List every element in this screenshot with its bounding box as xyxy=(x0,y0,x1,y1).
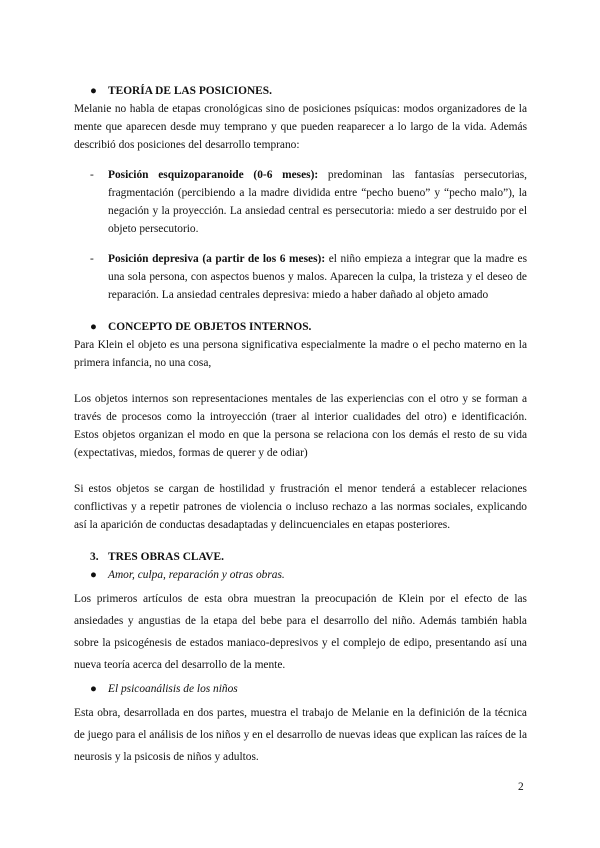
list-item-esquizoparanoide xyxy=(74,166,527,238)
document-page xyxy=(74,82,527,768)
book-title-text: El psicoanálisis de los niños xyxy=(108,683,238,695)
item-title: Posición depresiva (a partir de los 6 meses): xyxy=(108,253,326,265)
item-body: el niño empieza a integrar que la madre es una sola persona, con aspectos buenos y malos. Aparecen la culpa, la tristeza y el deseo de reparación. La ansiedad centrales depresiva: miedo a haber dañado al objeto amado xyxy=(108,253,527,301)
dash-marker: - xyxy=(90,169,94,181)
list-item-depresiva xyxy=(74,250,527,304)
objetos-paragraph-3: Si estos objetos se cargan de hostilidad y frustración el menor tenderá a establecer relaciones conflictivas y a repetir patrones de violencia o incluso rechazo a las normas sociales, explicando así la aparición de conductas desadaptadas y delincuenciales en etapas posteriores. xyxy=(74,483,527,531)
section-heading-objetos xyxy=(74,318,527,336)
item-body: predominan las fantasías persecutorias, fragmentación (percibiendo a la madre dividida entre “pecho bueno” y “pecho malo”), la negación y la proyección. La ansiedad central es persecutoria: miedo a ser destruido por el objeto persecutorio. xyxy=(108,169,527,235)
posiciones-intro: Melanie no habla de etapas cronológicas sino de posiciones psíquicas: modos organizadores de la mente que aparecen desde muy temprano y que pueden reaparecer a lo largo de la vida. Además describió dos posiciones del desarrollo temprano: xyxy=(74,103,527,151)
objetos-paragraph-2: Los objetos internos son representaciones mentales de las experiencias con el otro y se forman a través de procesos como la introyección (traer al interior cualidades del otro) e identificación. Estos objetos organizan el modo en que la persona se relaciona con los demás el resto de su vida (expectativas, miedos, formas de querer y de odiar) xyxy=(74,393,527,459)
dash-marker: - xyxy=(90,253,94,265)
page-number: 2 xyxy=(518,781,524,793)
book-title-psicoanalisis-ninos xyxy=(74,680,527,698)
book-title-amor-culpa xyxy=(74,566,527,584)
section-heading-posiciones xyxy=(74,82,527,100)
heading-text: TRES OBRAS CLAVE. xyxy=(108,551,224,563)
book-description-amor-culpa: Los primeros artículos de esta obra muestran la preocupación de Klein por el efecto de las ansiedades y angustias de la etapa del bebe para el desarrollo del niño. Además también habla sobre la psicogénesis de estados maniaco-depresivos y el complejo de edipo, presentando así una nueva teoría acerca del desarrollo de la mente. xyxy=(74,593,527,671)
bullet-icon: ● xyxy=(90,569,97,581)
book-description-psicoanalisis-ninos: Esta obra, desarrollada en dos partes, muestra el trabajo de Melanie en la definición de la técnica de juego para el análisis de los niños y en el desarrollo de nuevas ideas que explican las raíces de la neurosis y la psicosis de niños y adultos. xyxy=(74,707,527,763)
section-heading-obras xyxy=(74,548,527,566)
list-item-text xyxy=(108,250,527,304)
section-number: 3. xyxy=(90,551,99,563)
list-item-text xyxy=(108,166,527,238)
heading-text: CONCEPTO DE OBJETOS INTERNOS. xyxy=(108,321,312,333)
bullet-icon: ● xyxy=(90,683,97,695)
bullet-icon: ● xyxy=(90,85,97,97)
objetos-paragraph-1: Para Klein el objeto es una persona significativa especialmente la madre o el pecho materno en la primera infancia, no una cosa, xyxy=(74,339,527,369)
heading-text: TEORÍA DE LAS POSICIONES. xyxy=(108,85,272,97)
book-title-text: Amor, culpa, reparación y otras obras. xyxy=(108,569,285,581)
bullet-icon: ● xyxy=(90,321,97,333)
item-title: Posición esquizoparanoide (0-6 meses): xyxy=(108,169,319,181)
